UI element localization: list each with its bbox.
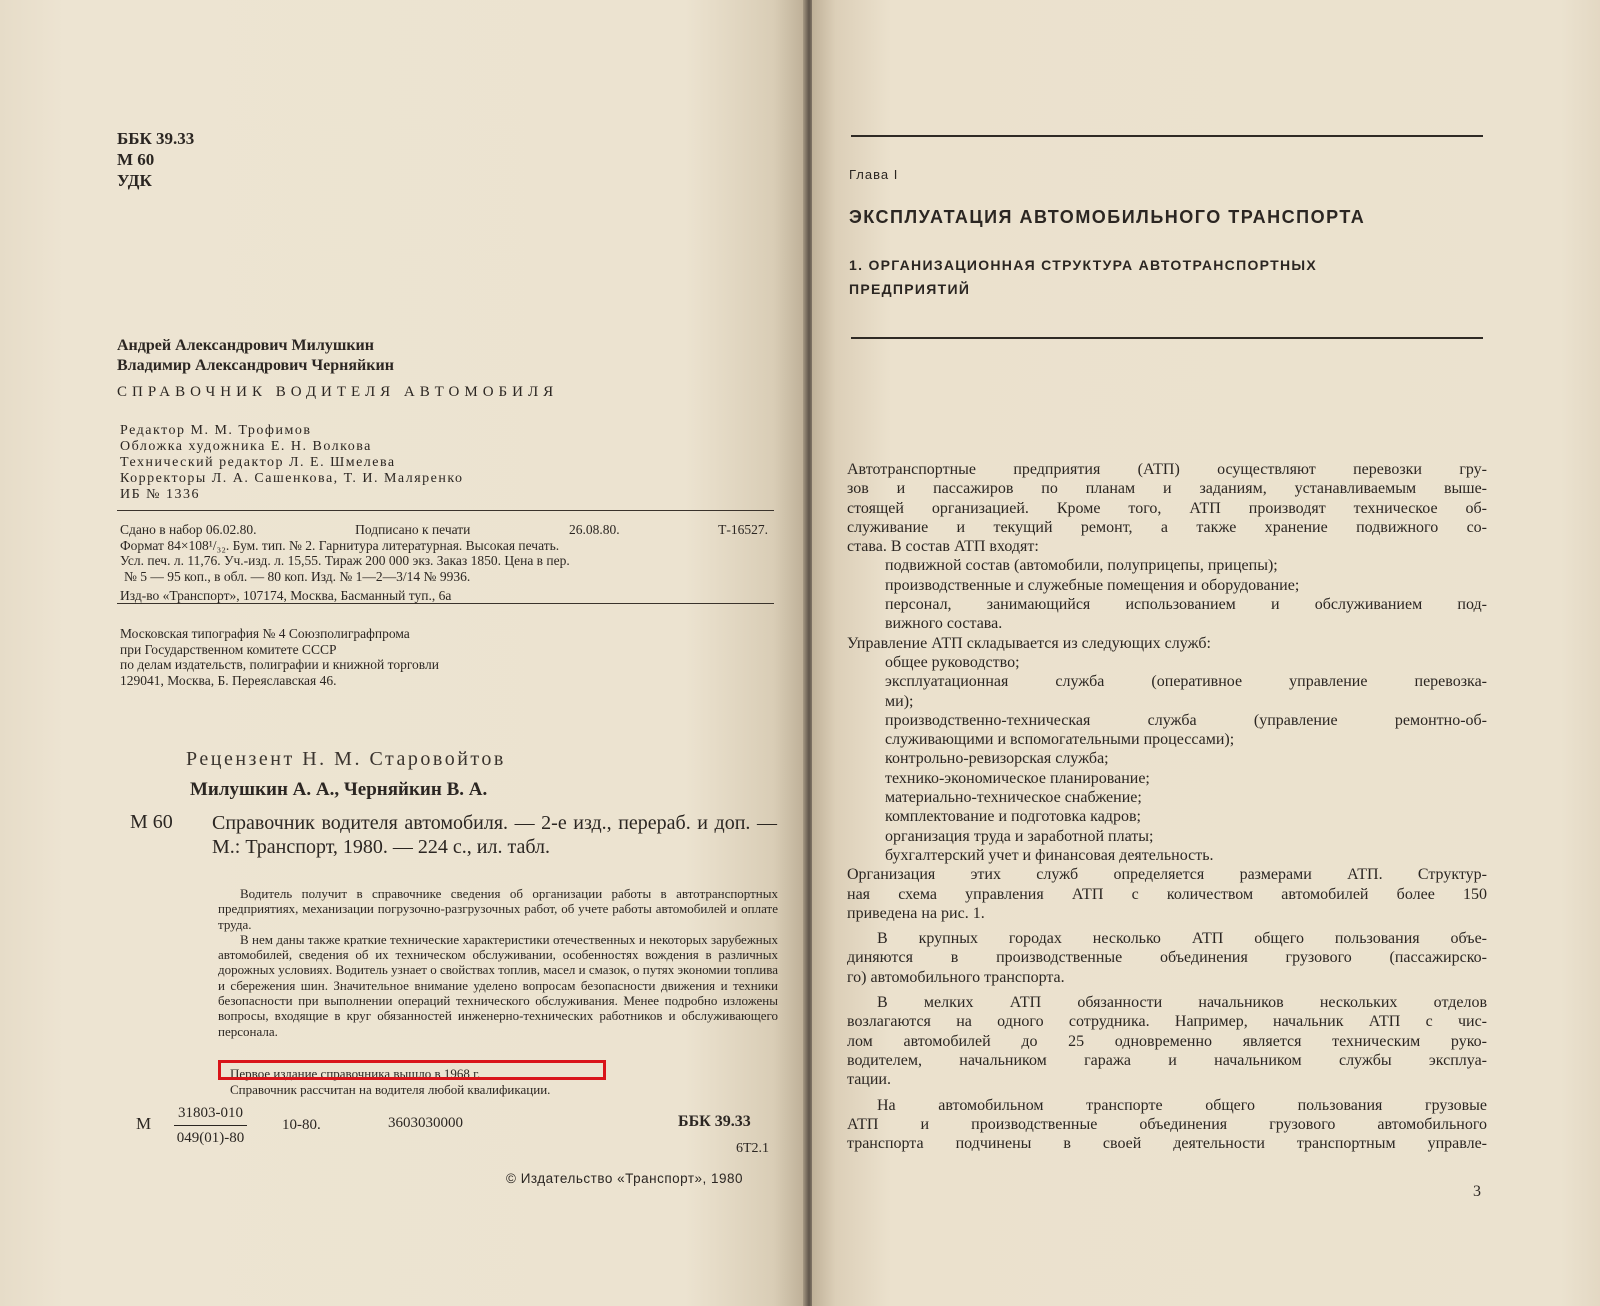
imprint-sent: Сдано в набор 06.02.80. <box>120 522 257 537</box>
printer-block <box>120 626 439 688</box>
text-line: Организация этих служб определяется размерами АТП. Структур- <box>847 866 1487 884</box>
book-title: СПРАВОЧНИК ВОДИТЕЛЯ АВТОМОБИЛЯ <box>117 384 559 400</box>
bibliographic-authors: Милушкин А. А., Черняйкин В. А. <box>190 779 488 800</box>
imprint-publisher: Изд-во «Транспорт», 107174, Москва, Басманный туп., 6а <box>120 588 452 603</box>
first-edition-note: Первое издание справочника вышло в 1968 г. <box>230 1066 481 1081</box>
text-line: контрольно-ревизорская служба; <box>885 750 1109 768</box>
text-line: приведена на рис. 1. <box>847 904 985 922</box>
text-line: На автомобильном транспорте общего пользования грузовые <box>877 1096 1487 1114</box>
text-line: Управление АТП складывается из следующих служб: <box>847 634 1211 652</box>
abstract <box>218 886 778 1039</box>
divider <box>117 603 774 604</box>
imprint-number: Т-16527. <box>718 522 768 537</box>
text-line: го) автомобильного транспорта. <box>847 968 1065 986</box>
editorial-staff <box>120 423 463 503</box>
text-line: В крупных городах несколько АТП общего пользования объе- <box>877 930 1487 948</box>
text-line: вижного состава. <box>885 615 1003 633</box>
divider <box>851 337 1483 339</box>
text-line: диняются в производственные объединения грузового (пассажирско- <box>847 949 1487 967</box>
bbk-block <box>117 128 194 191</box>
staff-line: Обложка художника Е. Н. Волкова <box>120 439 372 454</box>
text-line: лом автомобилей до 25 одновременно является техническим руко- <box>847 1032 1487 1050</box>
bbk-line: ББК 39.33 <box>117 129 195 148</box>
text-line: возлагаются на одного сотрудника. Например, начальник АТП с чис- <box>847 1013 1487 1031</box>
section-title-line: 1. ОРГАНИЗАЦИОННАЯ СТРУКТУРА АВТОТРАНСПОРТНЫХ <box>849 257 1317 273</box>
signature-numerator: 31803-010 <box>174 1101 247 1126</box>
text-line: зов и пассажиров по планам и заданиям, устанавливаемым выше- <box>847 480 1487 498</box>
text-line: эксплуатационная служба (оперативное управление перевозка- <box>885 673 1487 691</box>
abstract-paragraph: Водитель получит в справочнике сведения об организации работы в автотранспортных предприятиях, механизации погрузочно-разгрузочных работ, об учете работы автомобилей и оплате труда. <box>218 886 778 932</box>
text-line: общее руководство; <box>885 653 1020 671</box>
bbk-line: УДК <box>117 171 152 190</box>
text-line: материально-техническое снабжение; <box>885 789 1142 807</box>
author-name: Владимир Александрович Черняйкин <box>117 357 394 374</box>
imprint-row <box>120 522 768 538</box>
text-line: Автотранспортные предприятия (АТП) осуществляют перевозки гру- <box>847 461 1487 478</box>
text-line: АТП и производственные объединения грузового автомобильного <box>847 1115 1487 1133</box>
imprint-row: Формат 84×108¹/₃₂. Бум. тип. № 2. Гарнитура литературная. Высокая печать. <box>120 537 560 553</box>
section-title-line: ПРЕДПРИЯТИЙ <box>849 281 971 297</box>
section-title <box>849 253 1317 301</box>
text-line: стоящей организацией. Кроме того, АТП производят техническое об- <box>847 499 1487 517</box>
staff-line: ИБ № 1336 <box>120 487 201 502</box>
printer-line: 129041, Москва, Б. Переяславская 46. <box>120 672 337 688</box>
printer-line: по делам издательств, полиграфии и книжной торговли <box>120 657 439 672</box>
staff-line: Корректоры Л. А. Сашенкова, Т. И. Маляренко <box>120 471 464 486</box>
text-line: ми); <box>885 692 914 710</box>
text-line: персонал, занимающийся использованием и обслуживанием под- <box>885 596 1487 614</box>
text-line: служивание и текущий ремонт, а также хранение подвижного со- <box>847 518 1487 536</box>
bibliographic-code: М 60 <box>130 811 173 833</box>
text-line: организация труда и заработной платы; <box>885 827 1154 845</box>
highlight-box <box>218 1060 606 1080</box>
author-name: Андрей Александрович Милушкин <box>117 337 374 354</box>
text-line: става. В состав АТП входят: <box>847 538 1039 556</box>
divider <box>851 135 1483 137</box>
page-number: 3 <box>1473 1183 1481 1200</box>
audience-note: Справочник рассчитан на водителя любой квалификации. <box>230 1082 551 1097</box>
text-line: комплектование и подготовка кадров; <box>885 808 1141 826</box>
bbk-line: М 60 <box>117 150 155 169</box>
imprint-row: Усл. печ. л. 11,76. Уч.-изд. л. 15,55. Тираж 200 000 экз. Заказ 1850. Цена в пер. <box>120 553 570 568</box>
signature-m: М <box>136 1114 152 1133</box>
copyright: © Издательство «Транспорт», 1980 <box>506 1171 744 1186</box>
imprint-date: 26.08.80. <box>568 522 620 537</box>
bbk-bottom: ББК 39.33 <box>678 1113 751 1130</box>
text-line: водителем, начальником гаража и начальником службы эксплуа- <box>847 1051 1487 1069</box>
staff-line: Технический редактор Л. Е. Шмелева <box>120 455 396 470</box>
reviewer: Рецензент Н. М. Старовойтов <box>186 748 506 770</box>
abstract-paragraph: В нем даны также краткие технические характеристики отечественных и некоторых зарубежных автомобилей, сведения об их техническом обслуживании, особенностях вождения в различных дорожных условиях. Водитель узнает о свойствах топлив, масел и смазок, о путях экономии топлива и сбережения шин. Значительное внимание уделено вопросам безопасности движения и техники безопасности при выполнении операций технического обслуживания. Менее подробно изложены вопросы, входящие в круг обязанностей инженерно-технических работников и обслуживающего персонала. <box>218 931 778 1039</box>
imprint-row: № 5 — 95 коп., в обл. — 80 коп. Изд. № 1—2—3/14 № 9936. <box>124 568 471 584</box>
bbk-sub: 6Т2.1 <box>736 1141 770 1156</box>
signature-code: 3603030000 <box>388 1115 463 1131</box>
printer-line: при Государственном комитете СССР <box>120 641 337 657</box>
text-line: ная схема управления АТП с количеством автомобилей более 150 <box>847 885 1487 903</box>
printer-line: Московская типография № 4 Союзполиграфпрома <box>120 626 410 641</box>
chapter-title: ЭКСПЛУАТАЦИЯ АВТОМОБИЛЬНОГО ТРАНСПОРТА <box>849 207 1366 227</box>
chapter-body <box>847 460 1487 1153</box>
imprint-block <box>120 522 768 604</box>
authors-full-names <box>117 336 394 376</box>
signature-denominator: 049(01)-80 <box>176 1130 245 1146</box>
text-line: производственные и служебные помещения и оборудование; <box>885 576 1300 594</box>
staff-line: Редактор М. М. Трофимов <box>120 423 312 438</box>
signature-tail: 10-80. <box>282 1117 321 1133</box>
text-line: служивающими и вспомогательными процессами); <box>885 731 1235 749</box>
bibliographic-description: Справочник водителя автомобиля. — 2-е изд., перераб. и доп. — М.: Транспорт, 1980. — 224 с., ил. табл. <box>212 812 777 858</box>
imprint-signed: Подписано к печати <box>355 522 471 537</box>
chapter-label: Глава I <box>849 167 899 182</box>
text-line: тации. <box>847 1071 891 1089</box>
text-line: производственно-техническая служба (управление ремонтно-об- <box>885 711 1487 729</box>
text-line: В мелких АТП обязанности начальников нескольких отделов <box>877 994 1487 1012</box>
text-line: технико-экономическое планирование; <box>885 769 1150 787</box>
text-line: транспорта подчинены в своей деятельности транспортным управле- <box>847 1135 1487 1153</box>
text-line: подвижной состав (автомобили, полуприцепы, прицепы); <box>885 557 1278 575</box>
divider <box>117 510 774 511</box>
signature-fraction <box>174 1101 247 1150</box>
text-line: бухгалтерский учет и финансовая деятельность. <box>885 846 1214 864</box>
